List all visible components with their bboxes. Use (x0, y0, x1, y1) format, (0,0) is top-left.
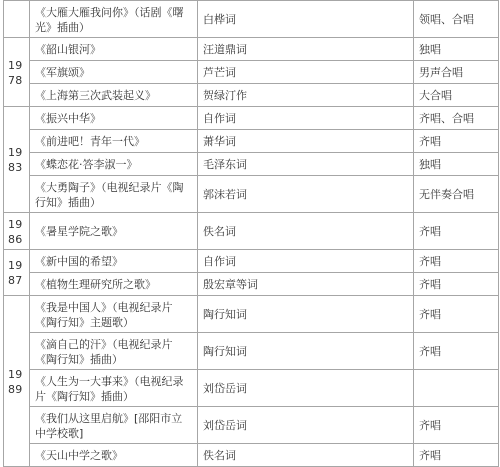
works-table-body (4, 1, 499, 467)
table-row (4, 444, 499, 467)
title-cell: 《人生为一大事来》（电视纪录片《陶行知》插曲） (30, 370, 198, 407)
performance-form-cell: 齐唱 (414, 250, 499, 273)
lyricist-cell: 汪道鼎词 (198, 38, 414, 61)
performance-form-cell (414, 370, 499, 407)
lyricist-cell: 陶行知词 (198, 296, 414, 333)
title-cell: 《韶山银河》 (30, 38, 198, 61)
performance-form-cell: 齐唱 (414, 130, 499, 153)
title-cell: 《暑星学院之歌》 (30, 213, 198, 250)
year-cell: 1986 (4, 213, 30, 250)
table-row (4, 333, 499, 370)
year-cell: 1978 (4, 38, 30, 107)
table-row (4, 370, 499, 407)
title-cell: 《上海第三次武装起义》 (30, 84, 198, 107)
performance-form-cell: 领唱、合唱 (414, 1, 499, 38)
year-cell: 1987 (4, 250, 30, 296)
table-row (4, 296, 499, 333)
lyricist-cell: 贺绿汀作 (198, 84, 414, 107)
lyricist-cell: 佚名词 (198, 444, 414, 467)
table-row (4, 1, 499, 38)
table-row (4, 130, 499, 153)
lyricist-cell: 毛泽东词 (198, 153, 414, 176)
title-cell: 《我们从这里启航》[邵阳市立中学校歌] (30, 407, 198, 444)
title-cell: 《振兴中华》 (30, 107, 198, 130)
table-row (4, 213, 499, 250)
title-cell: 《新中国的希望》 (30, 250, 198, 273)
title-cell: 《大雁大雁我问你》（话剧《曙光》插曲） (30, 1, 198, 38)
lyricist-cell: 芦芒词 (198, 61, 414, 84)
performance-form-cell: 齐唱 (414, 296, 499, 333)
table-row (4, 407, 499, 444)
table-row (4, 273, 499, 296)
table-row (4, 61, 499, 84)
year-cell (4, 1, 30, 38)
performance-form-cell: 齐唱、合唱 (414, 107, 499, 130)
table-row (4, 250, 499, 273)
works-table (3, 0, 499, 467)
lyricist-cell: 自作词 (198, 107, 414, 130)
title-cell: 《我是中国人》（电视纪录片《陶行知》主题歌） (30, 296, 198, 333)
table-row (4, 84, 499, 107)
performance-form-cell: 齐唱 (414, 273, 499, 296)
table-row (4, 38, 499, 61)
year-cell: 1983 (4, 107, 30, 213)
title-cell: 《植物生理研究所之歌》 (30, 273, 198, 296)
performance-form-cell: 大合唱 (414, 84, 499, 107)
title-cell: 《蝶恋花·答李淑一》 (30, 153, 198, 176)
lyricist-cell: 殷宏章等词 (198, 273, 414, 296)
lyricist-cell: 萧华词 (198, 130, 414, 153)
lyricist-cell: 刘岱岳词 (198, 370, 414, 407)
performance-form-cell: 男声合唱 (414, 61, 499, 84)
performance-form-cell: 齐唱 (414, 333, 499, 370)
table-row (4, 107, 499, 130)
table-row (4, 153, 499, 176)
performance-form-cell: 齐唱 (414, 407, 499, 444)
lyricist-cell: 佚名词 (198, 213, 414, 250)
lyricist-cell: 陶行知词 (198, 333, 414, 370)
lyricist-cell: 郭沫若词 (198, 176, 414, 213)
title-cell: 《大勇陶子》（电视纪录片《陶行知》插曲） (30, 176, 198, 213)
performance-form-cell: 独唱 (414, 153, 499, 176)
table-row (4, 176, 499, 213)
performance-form-cell: 齐唱 (414, 444, 499, 467)
lyricist-cell: 刘岱岳词 (198, 407, 414, 444)
performance-form-cell: 齐唱 (414, 213, 499, 250)
lyricist-cell: 白桦词 (198, 1, 414, 38)
year-cell: 1989 (4, 296, 30, 467)
lyricist-cell: 自作词 (198, 250, 414, 273)
title-cell: 《前进吧！青年一代》 (30, 130, 198, 153)
performance-form-cell: 独唱 (414, 38, 499, 61)
performance-form-cell: 无伴奏合唱 (414, 176, 499, 213)
title-cell: 《天山中学之歌》 (30, 444, 198, 467)
title-cell: 《军旗颂》 (30, 61, 198, 84)
title-cell: 《滴自己的汗》（电视纪录片《陶行知》插曲） (30, 333, 198, 370)
page (3, 0, 498, 462)
